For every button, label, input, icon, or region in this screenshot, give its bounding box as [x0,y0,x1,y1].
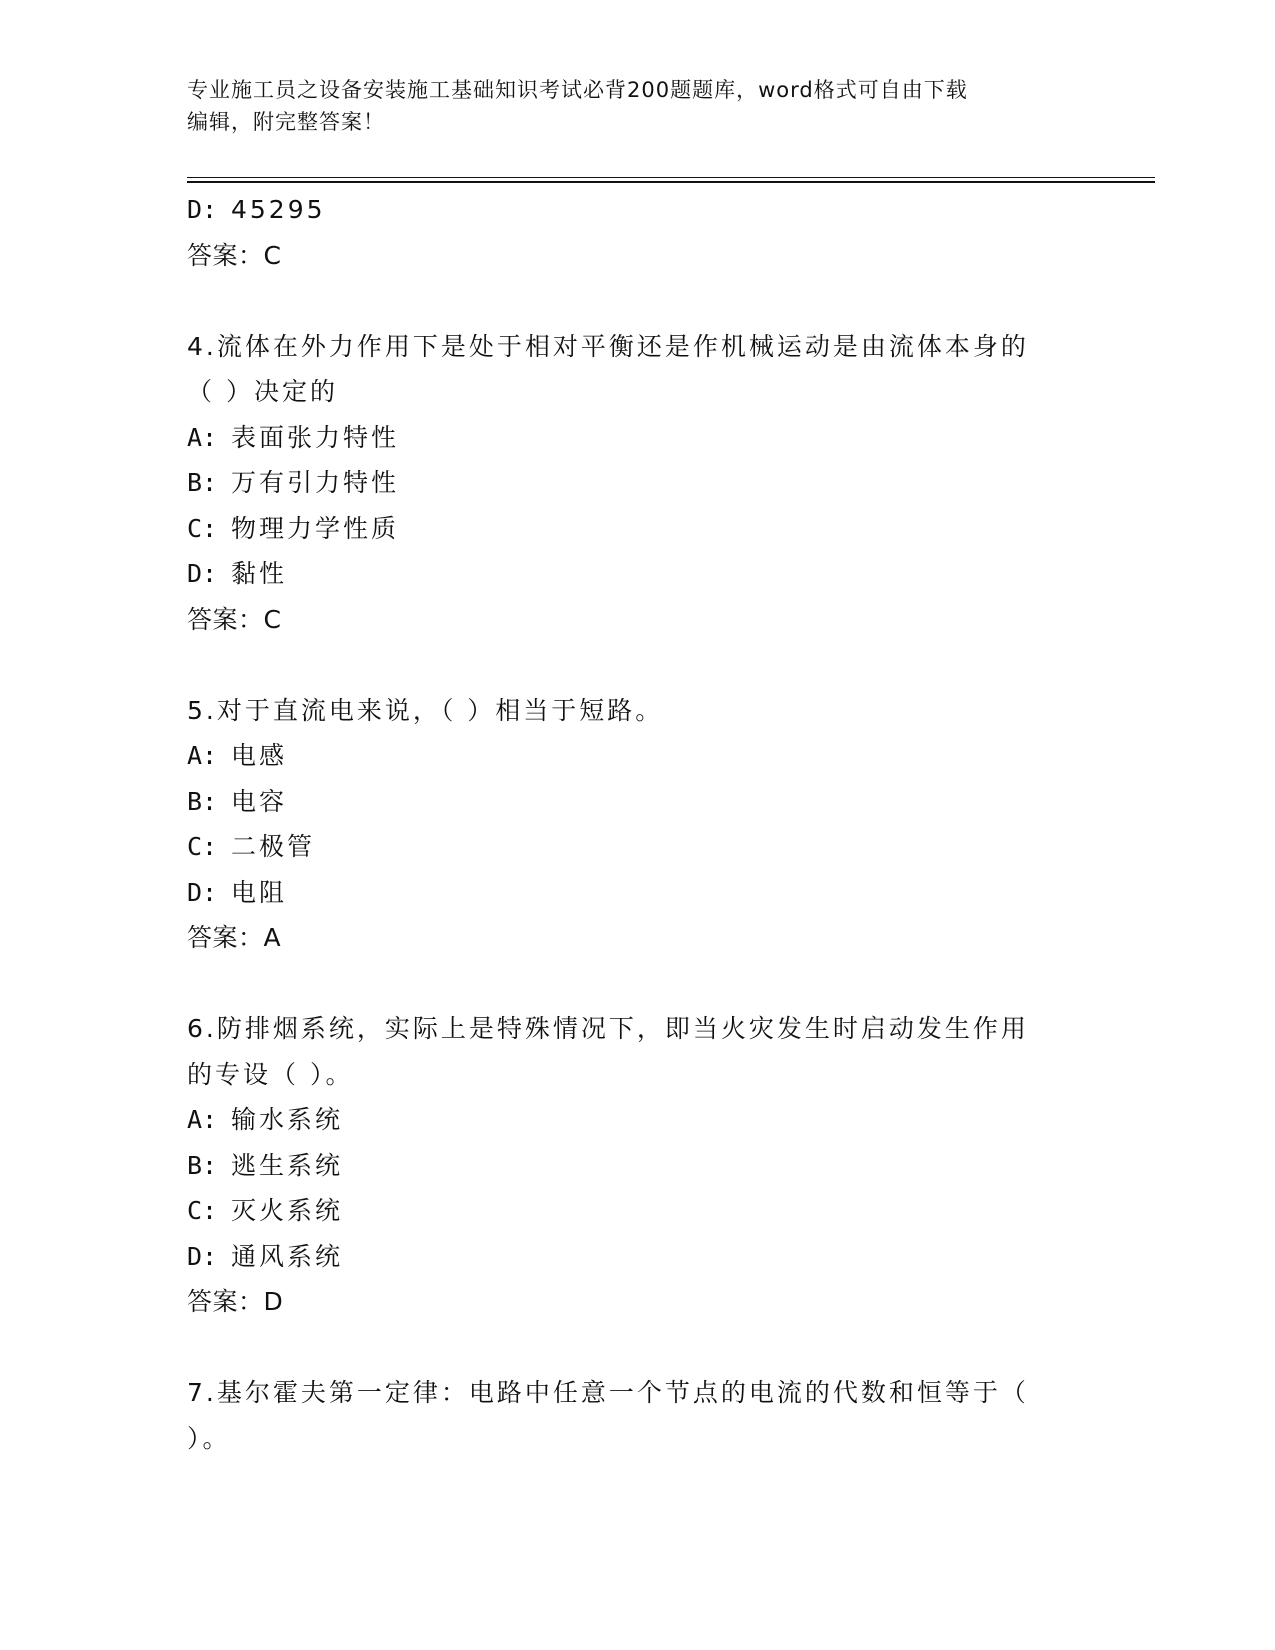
option-label: D: [187,559,218,588]
option-text: 通风系统 [231,1241,344,1271]
q4-stem-line2: （ ）决定的 [187,377,338,406]
q4-option-a [187,415,1087,461]
q6-option-c [187,1188,1087,1234]
q3-option-d [187,187,1087,233]
option-label: B: [187,1150,218,1180]
header-title-line1: 专业施工员之设备安装施工基础知识考试必背200题题库，word格式可自由下载 [187,78,968,102]
option-label: C: [187,513,218,543]
q4-option-b [187,460,1087,506]
option-text: 表面张力特性 [231,422,400,452]
q6-option-b [187,1143,1087,1189]
option-text: 灭火系统 [231,1196,344,1225]
q6-option-a [187,1097,1087,1143]
header-divider-thick [187,181,1155,183]
q3-answer: 答案：C [187,240,282,270]
q6-stem-line1: 6.防排烟系统，实际上是特殊情况下，即当火灾发生时启动发生作用 [187,1014,1029,1043]
option-text: 黏性 [231,559,288,588]
option-label: A: [187,1105,218,1134]
spacer [187,642,1087,688]
option-label: B: [187,786,218,816]
spacer [187,961,1087,1007]
header-title-line2: 编辑，附完整答案！ [187,110,385,134]
spacer [187,1325,1087,1371]
q7-stem-line1: 7.基尔霍夫第一定律：电路中任意一个节点的电流的代数和恒等于（ [187,1378,1029,1407]
option-label: D: [187,195,218,224]
option-text: 电容 [231,786,288,816]
option-text: 万有引力特性 [231,468,400,497]
q5-stem-line1: 5.对于直流电来说，（ ）相当于短路。 [187,695,664,725]
q5-answer: 答案：A [187,923,282,952]
option-text: 二极管 [231,832,316,861]
option-label: B: [187,468,218,497]
q5-option-a [187,733,1087,779]
option-label: C: [187,1196,218,1225]
option-label: A: [187,741,218,770]
q4-answer: 答案：C [187,604,282,634]
option-label: C: [187,832,218,861]
option-label: A: [187,422,218,452]
q4-stem-line1: 4.流体在外力作用下是处于相对平衡还是作机械运动是由流体本身的 [187,331,1029,361]
q4-option-c [187,506,1087,552]
spacer [187,278,1087,324]
q6-answer: 答案：D [187,1287,284,1316]
option-text: 输水系统 [231,1105,344,1134]
option-text: 电阻 [231,877,288,907]
q5-option-d [187,870,1087,916]
q6-stem-line2: 的专设（ ）。 [187,1059,354,1089]
header-divider-thin [187,177,1155,178]
q5-option-b [187,779,1087,825]
q7-stem-line2: ）。 [187,1423,231,1453]
option-text: 45295 [231,195,326,224]
option-text: 物理力学性质 [231,513,400,543]
option-text: 电感 [231,741,288,770]
page-header [187,74,1077,138]
q5-option-c [187,824,1087,870]
option-label: D: [187,877,218,907]
option-text: 逃生系统 [231,1150,344,1180]
q6-option-d [187,1234,1087,1280]
option-label: D: [187,1241,218,1271]
question-content [187,187,1087,1461]
q4-option-d [187,551,1087,597]
